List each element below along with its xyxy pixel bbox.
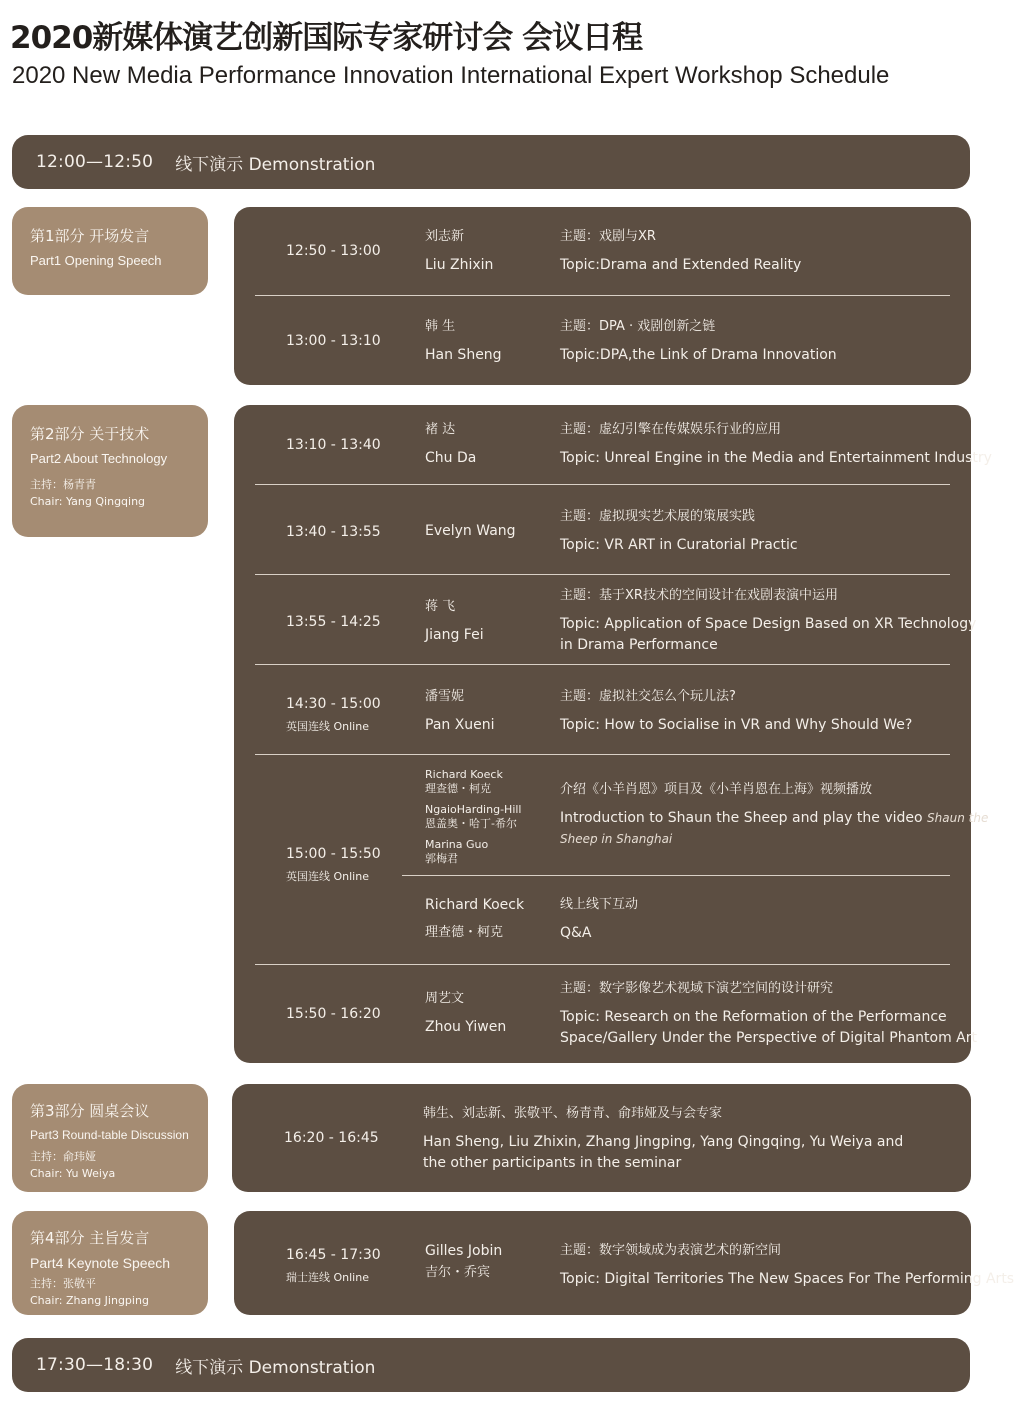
bar-time: 17:30—18:30 [36, 1355, 154, 1375]
speaker: 潘雪妮 Pan Xueni [425, 689, 495, 733]
part-title-cn: 第2部分 关于技术 [30, 425, 150, 443]
part-chair: 主持：俞玮娅 Chair: Yu Weiya [30, 1150, 116, 1180]
speaker: 刘志新 Liu Zhixin [425, 229, 494, 273]
schedule-row [234, 207, 971, 295]
part4-panel [234, 1211, 1014, 1315]
demonstration-bar-bottom [12, 1338, 970, 1392]
bar-time: 12:00—12:50 [36, 152, 154, 172]
part-chair: 主持：杨青青 Chair: Yang Qingqing [30, 478, 146, 508]
bar-label: 线下演示 Demonstration [175, 154, 376, 175]
part-title-cn: 第4部分 主旨发言 [30, 1229, 150, 1247]
speaker: Evelyn Wang [425, 523, 516, 539]
schedule-row [234, 484, 971, 574]
topic: 主题：DPA · 戏剧创新之链 Topic:DPA,the Link of Drama Innovation [560, 319, 837, 363]
session-time: 15:50 - 16:20 [286, 1006, 381, 1022]
part-title-en: Part2 About Technology [30, 451, 168, 466]
topic: 主题：数字领域成为表演艺术的新空间 Topic: Digital Territories The New Spaces For The Performing Arts [560, 1243, 1014, 1287]
part-title-cn: 第3部分 圆桌会议 [30, 1102, 150, 1120]
schedule-row [234, 574, 977, 664]
topic: 主题：虚拟社交怎么个玩儿法? Topic: How to Socialise in VR and Why Should We? [560, 689, 913, 733]
topic: 主题：虚拟现实艺术展的策展实践 Topic: VR ART in Curatorial Practic [560, 509, 798, 553]
part-title-en: Part3 Round-table Discussion [30, 1128, 189, 1142]
part-title-en: Part4 Keynote Speech [30, 1255, 171, 1271]
speaker: 褚 达 Chu Da [425, 422, 477, 466]
topic: 主题：数字影像艺术视域下演艺空间的设计研究 Topic: Research on the Reformation of the Performance Space/Gallery Under the Perspective of Digital Phantom Art [560, 981, 978, 1046]
session-time: 13:40 - 13:55 [286, 524, 381, 540]
page-subtitle: 2020 New Media Performance Innovation International Expert Workshop Schedule [12, 62, 890, 89]
part2-panel [234, 405, 992, 1063]
speaker: Gilles Jobin 吉尔・乔宾 [425, 1243, 503, 1280]
schedule-row [234, 405, 992, 484]
session-time: 16:45 - 17:30 瑞士连线 Online [286, 1247, 381, 1284]
speaker: 韩 生 Han Sheng [425, 319, 502, 363]
speaker: 周艺文 Zhou Yiwen [425, 991, 507, 1035]
qa-speaker: Richard Koeck 理查德・柯克 [425, 897, 525, 940]
part1-label [12, 207, 208, 295]
schedule-row [234, 964, 978, 1063]
part1-panel [234, 207, 971, 385]
participants: 韩生、刘志新、张敬平、杨青青、俞玮娅及与会专家 Han Sheng, Liu Zhixin, Zhang Jingping, Yang Qingqing, Yu Weiya and the other participants in the seminar [423, 1106, 904, 1171]
part4-label [12, 1211, 208, 1315]
part-title-cn: 第1部分 开场发言 [30, 227, 150, 245]
qa-topic: 线上线下互动 Q&A [560, 897, 639, 941]
session-time: 12:50 - 13:00 [286, 243, 381, 259]
session-time: 13:55 - 14:25 [286, 614, 381, 630]
part2-label [12, 405, 208, 537]
session-time: 15:00 - 15:50 英国连线 Online [286, 846, 381, 883]
demonstration-bar-top [12, 135, 970, 189]
topic: 介绍《小羊肖恩》项目及《小羊肖恩在上海》视频播放 Introduction to Shaun the Sheep and play the video Shaun the Sheep in Shanghai [560, 782, 989, 846]
part3-label [12, 1084, 208, 1192]
topic: 主题：基于XR技术的空间设计在戏剧表演中运用 Topic: Application of Space Design Based on XR Technology in Drama Performance [560, 588, 977, 653]
topic: 主题：虚幻引擎在传媒娱乐行业的应用 Topic: Unreal Engine in the Media and Entertainment Industry [560, 422, 992, 466]
divider [402, 875, 950, 876]
speaker-list: Richard Koeck 理查德・柯克 NgaioHarding-Hill 恩盖奥・哈丁-希尔 Marina Guo 郭梅君 [425, 768, 522, 865]
schedule-row [234, 754, 989, 964]
topic: 主题：戏剧与XR Topic:Drama and Extended Reality [560, 229, 802, 273]
part-chair: 主持：张敬平 Chair: Zhang Jingping [30, 1277, 149, 1307]
page-title: 2020新媒体演艺创新国际专家研讨会 会议日程 [10, 20, 643, 56]
session-time: 16:20 - 16:45 [284, 1130, 379, 1146]
bar-label: 线下演示 Demonstration [175, 1357, 376, 1378]
session-time: 13:00 - 13:10 [286, 333, 381, 349]
speaker: 蒋 飞 Jiang Fei [425, 599, 484, 643]
session-time: 13:10 - 13:40 [286, 437, 381, 453]
session-time: 14:30 - 15:00 英国连线 Online [286, 696, 381, 733]
schedule-row [234, 295, 971, 385]
part-title-en: Part1 Opening Speech [30, 253, 162, 268]
part3-panel [232, 1084, 971, 1192]
schedule-row [234, 664, 971, 754]
